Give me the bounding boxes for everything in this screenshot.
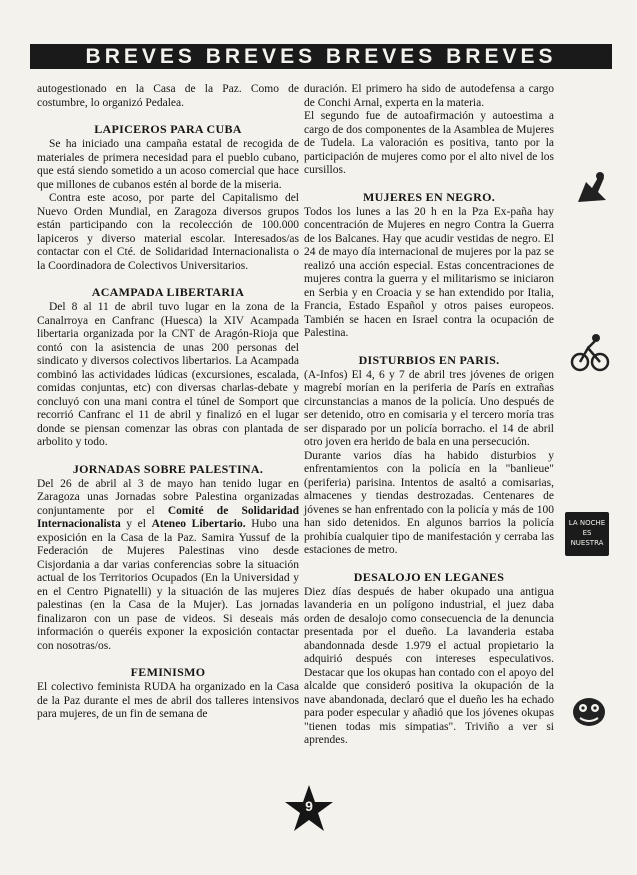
heading-palestina: JORNADAS SOBRE PALESTINA. <box>72 461 264 476</box>
illustration-figure-icon <box>570 168 612 210</box>
heading-desalojo: DESALOJO EN LEGANES <box>353 569 505 584</box>
paragraph: Durante varios días ha habido disturbios y enfrentamientos con la policía en la "banlieue" (periferia) parisina. Intentos de asaltó a comisarias, almacenes y tiendas destrozadas. Centenares de jóvenes se han enfrentado con la policía y más de 100 han sido detenidos. En algunos barrios la policía prohibía cualquier tipo de manifestación y cerraba las estaciones de metro. <box>304 449 554 556</box>
sign-text-line: LA NOCHE <box>568 519 606 527</box>
paragraph: Todos los lunes a las 20 h en la Pza Ex-paña hay concentración de Mujeres en negro Contra la Guerra de los Balcanes. Hay que acudir vestidas de negro. El 24 de mayo día internacional de mujeres por la paz se realizó una acción especial. Estas concentraciones de mujeres contra la guerra y el militarismo se iniciaron en Serbia y en Croacia y se han extendido por Italia, Francia, Estado Español y otros paises europeos. También se hacen en Israel contra la ocupación de Palestina. <box>304 205 554 339</box>
paragraph: autogestionado en la Casa de la Paz. Como de costumbre, lo organizó Pedalea. <box>37 83 299 109</box>
paragraph: duración. El primero ha sido de autodefensa a cargo de Conchi Arnal, experta en la materia. <box>304 83 554 109</box>
paragraph: (A-Infos) El 4, 6 y 7 de abril tres jóvenes de origen magrebí morían en la periferia de París en extrañas circunstancias a manos de la policía. Uno después de ser detenido, otro en comisaria y el tercero moría tras ser disparado por un policía borracho. el 14 de abril otro joven era herido de bala en una persecución. <box>304 368 554 448</box>
bold-run: Comité de Solidaridad Internacionalista <box>37 504 299 530</box>
heading-disturbios: DISTURBIOS EN PARIS. <box>358 352 500 367</box>
right-column <box>304 83 554 748</box>
section-banner: BREVES BREVES BREVES BREVES <box>30 44 612 69</box>
illustration-cyclist-icon <box>568 330 612 374</box>
left-column <box>37 83 299 722</box>
paragraph-palestina <box>37 478 299 654</box>
bold-run: Ateneo Libertario. <box>151 518 246 530</box>
page-number: 9 <box>305 798 313 814</box>
heading-mujeres-negro: MUJERES EN NEGRO. <box>362 189 496 204</box>
text-run: Hubo una exposición en la Casa de la Paz. Samira Yussuf de la Federación de Mujeres Palestinas vino desde Cisjordania a dar varias conferencias sobre la situación actual de los Territorios Ocupados (En la Universidad y en el Centro Pignatelli) y la situación de las mujeres palestinas (en la Casa de la Mujer). Las jornadas finalizaron con un pase de videos. Si deseais más información o queréis exponer la exposición contactar con nosotras/os. <box>37 518 299 652</box>
paragraph: Del 8 al 11 de abril tuvo lugar en la zona de la Canalrroya en Canfranc (Huesca) la XIV Acampada libertaria organizada por la CNT de Aragón-Rioja que contó con la asistencia de unas 200 personas del sindicato y diversos colectivos libertarios. La Acampada combinó las actividades lúdicas (excursiones, escalada, comidas conjuntas, etc) con diversas charlas-debate y concluyó con una mani contra el túnel de Somport que recorrió Canfranc el 11 de abril y finalizó en el lugar donde se piensan comenzar las obras con plantada de arbolito y todo. <box>37 301 299 448</box>
illustration-sign-icon <box>563 508 611 560</box>
illustration-creature-icon <box>566 686 612 732</box>
paragraph: El segundo fue de autoafirmación y autoestima a cargo de dos componentes de la Asamblea de Mujeres de Tudela. La valoración es positiva, tanto por la participación de mujeres como por el alto nivel de los cursillos. <box>304 110 554 176</box>
sign-text-line: ES <box>582 529 592 537</box>
sign-text-line: NUESTRA <box>570 539 604 547</box>
heading-acampada: ACAMPADA LIBERTARIA <box>91 285 245 299</box>
paragraph: Se ha iniciado una campaña estatal de recogida de materiales de primera necesidad para el pueblo cubano, que está siendo sometido a un acoso comercial que hace que millones de cubanos estén al borde de la miseria. <box>37 138 299 191</box>
paragraph: Diez días después de haber okupado una antigua lavanderia en un polígono industrial, el juez daba orden de desalojo como consecuencia de la denuncia presentada por el dueño. La lavanderia estaba abandonnada desde 1.979 el actual propietario la adquirió después con intereses especulativos. Destacar que los okupas han contado con el apoyo del alcalde que consideró positiva la okupación de la nave abandonada, declaró que el dueño les ha echado para poder especular y añadió que los jóvenes okupas "tienen todas mis simpatias". Triviño a ver si aprendes. <box>304 585 554 746</box>
paragraph: El colectivo feminista RUDA ha organizado en la Casa de la Paz durante el mes de abril dos talleres intensivos para mujeres, de un fin de semana de <box>37 681 299 720</box>
heading-lapiceros: LAPICEROS PARA CUBA <box>94 122 242 136</box>
heading-feminismo: FEMINISMO <box>130 665 206 679</box>
text-run: y el <box>120 518 152 530</box>
text-run: Del 26 de abril al 3 de mayo han tenido lugar en Zaragoza unas Jornadas sobre Palestina organizadas conjuntamente por el <box>37 477 299 517</box>
paragraph: Contra este acoso, por parte del Capitalismo del Nuevo Orden Mundial, en Zaragoza diversos grupos están participando con la recolección de 100.000 lapiceros y diverso material escolar. Interesados/as contactar con el Cté. de Solidaridad Internacionalista o la Coordinadora de Colectivos Universitarios. <box>37 192 299 272</box>
